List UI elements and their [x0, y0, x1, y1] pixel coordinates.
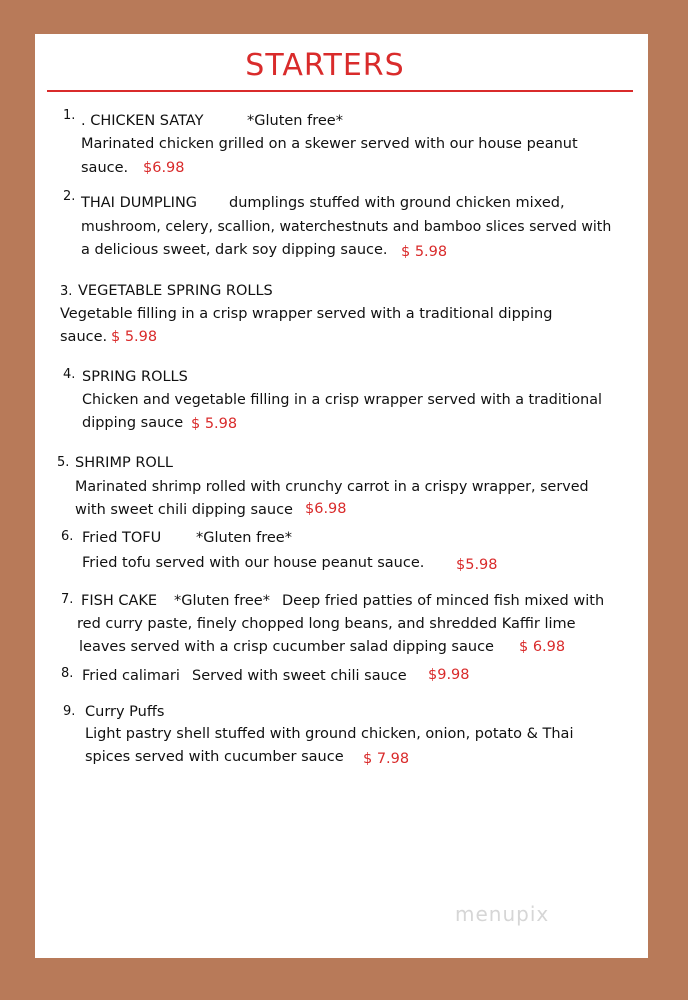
item-price: $ 6.98 [519, 639, 566, 655]
item-number: 7. [61, 592, 74, 607]
item-description: Served with sweet chili sauce [192, 668, 407, 684]
item-price: $9.98 [428, 667, 470, 683]
item-name: Curry Puffs [85, 704, 165, 720]
menu-page [35, 34, 648, 958]
item-tag: *Gluten free* [196, 530, 292, 546]
item-description: leaves served with a crisp cucumber salad dipping sauce [79, 639, 494, 655]
item-name: THAI DUMPLING [81, 195, 198, 211]
item-name: Fried calimari [82, 668, 180, 684]
item-description: Vegetable filling in a crisp wrapper served with a traditional dipping [60, 306, 553, 322]
item-description: spices served with cucumber sauce [85, 749, 344, 765]
item-description: a delicious sweet, dark soy dipping sauce. [81, 242, 388, 258]
item-name: . CHICKEN SATAY [81, 113, 204, 129]
item-tag: *Gluten free* [247, 113, 343, 129]
item-name: SHRIMP ROLL [75, 455, 173, 471]
item-price: $ 5.98 [401, 244, 448, 260]
item-price: $ 5.98 [191, 416, 238, 432]
item-number: 1. [63, 108, 76, 123]
item-tag: *Gluten free* [174, 593, 270, 609]
item-description: Marinated chicken grilled on a skewer served with our house peanut [81, 136, 578, 152]
item-number: 9. [63, 704, 76, 719]
item-number: 4. [63, 367, 76, 382]
item-price: $ 5.98 [111, 329, 158, 345]
item-number: 3. [60, 284, 73, 299]
item-description: Marinated shrimp rolled with crunchy carrot in a crispy wrapper, served [75, 479, 589, 495]
item-description: red curry paste, finely chopped long beans, and shredded Kaffir lime [77, 616, 576, 632]
item-description: sauce. [81, 160, 129, 176]
item-price: $6.98 [305, 501, 347, 517]
item-number: 2. [63, 189, 76, 204]
item-number: 5. [57, 455, 70, 470]
item-description: mushroom, celery, scallion, waterchestnuts and bamboo slices served with [81, 219, 612, 235]
title-divider [47, 90, 633, 92]
item-name: VEGETABLE SPRING ROLLS [78, 283, 273, 299]
item-description: Chicken and vegetable filling in a crisp wrapper served with a traditional [82, 392, 602, 408]
item-name: SPRING ROLLS [82, 369, 188, 385]
item-description: sauce. [60, 329, 108, 345]
item-name: FISH CAKE [81, 593, 158, 609]
item-price: $ 7.98 [363, 751, 410, 767]
item-description: dumplings stuffed with ground chicken mixed, [229, 195, 565, 211]
page-title: STARTERS [245, 48, 405, 83]
item-name: Fried TOFU [82, 530, 162, 546]
item-description: with sweet chili dipping sauce [75, 502, 293, 518]
item-description: Light pastry shell stuffed with ground chicken, onion, potato & Thai [85, 726, 574, 742]
item-description: dipping sauce [82, 415, 184, 431]
item-description: Fried tofu served with our house peanut sauce. [82, 555, 425, 571]
item-number: 8. [61, 666, 74, 681]
item-number: 6. [61, 529, 74, 544]
item-price: $5.98 [456, 557, 498, 573]
item-description: Deep fried patties of minced fish mixed with [282, 593, 605, 609]
watermark-logo: menupix [455, 902, 550, 926]
item-price: $6.98 [143, 160, 185, 176]
